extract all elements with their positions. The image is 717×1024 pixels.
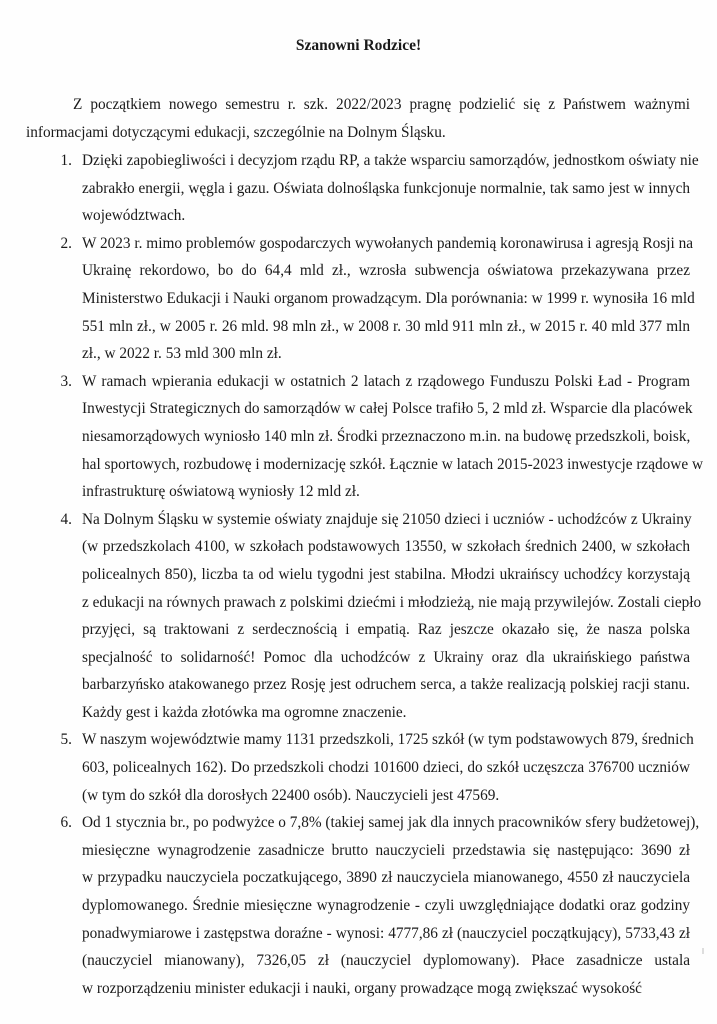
- text-line: Każdy gest i każda złotówka ma ogromne znaczenie.: [82, 703, 407, 721]
- list-item-3: [0, 368, 717, 506]
- list-number: 2.: [60, 234, 72, 252]
- list-number: 4.: [60, 510, 72, 528]
- list-number: 3.: [60, 372, 72, 390]
- text-line: (nauczyciel mianowany), 7326,05 zł (nauczyciel dyplomowany). Płace zasadnicze ustala: [82, 952, 690, 970]
- text-line: Ministerstwo Edukacji i Nauki organom prowadzącym. Dla porównania: w 1999 r. wynosiła 16 mld: [82, 289, 695, 307]
- intro-paragraph: [26, 91, 690, 146]
- text-line: Na Dolnym Śląsku w systemie oświaty znajduje się 21050 dzieci i uczniów - uchodźców z Ukrainy: [82, 510, 692, 528]
- text-line: Od 1 stycznia br., po podwyżce o 7,8% (takiej samej jak dla innych pracowników sfery budżetowej),: [82, 814, 700, 832]
- text-line: (w przedszkolach 4100, w szkołach podstawowych 13550, w szkołach średnich 2400, w szkołach: [82, 538, 690, 556]
- list-number: 1.: [60, 152, 72, 169]
- list-item-text: [82, 726, 694, 809]
- text-line: w przypadku nauczyciela poczatkującego, 3890 zł nauczyciela mianowanego, 4550 zł nauczyciela: [82, 869, 690, 887]
- text-line: W 2023 r. mimo problemów gospodarczych wywołanych pandemią koronawirusa i agresją Rosji na: [82, 234, 694, 252]
- text-line: (w tym do szkół dla dorosłych 22400 osób). Nauczycieli jest 47569.: [82, 786, 500, 804]
- list-item-text: [82, 809, 700, 1002]
- text-line: Dzięki zapobiegliwości i decyzjom rządu RP, a także wsparciu samorządów, jednostkom oświaty nie: [82, 152, 699, 169]
- text-line: zabrakło energii, węgla i gazu. Oświata dolnośląska funkcjonuje normalnie, tak samo jest w innych: [82, 179, 691, 197]
- list-item-text: [82, 506, 702, 727]
- text-line: policealnych 850), liczba ta od wielu tygodni jest stabilna. Młodzi ukraińscy uchodźcy korzystają: [82, 565, 690, 583]
- intro-line: informacjami dotyczącymi edukacji, szczególnie na Dolnym Śląsku.: [26, 123, 446, 141]
- list-item-5: [0, 726, 717, 809]
- text-line: specjalność to solidarność! Pomoc dla uchodźców z Ukrainy oraz dla ukraińskiego państwa: [82, 648, 690, 666]
- list-item-2: [0, 230, 717, 368]
- list-item-6: [0, 809, 717, 1002]
- text-line: niesamorządowych wyniosło 140 mln zł. Środki przeznaczono m.in. na budowę przedszkoli, boisk,: [82, 427, 691, 445]
- letter-title: Szanowni Rodzice!: [295, 37, 422, 54]
- text-line: zł., w 2022 r. 53 mld 300 mln zł.: [82, 345, 282, 363]
- list-number: 6.: [60, 814, 72, 832]
- text-line: przyjęci, są traktowani z serdecznością i empatią. Raz jeszcze okazało się, że nasza polska: [82, 621, 690, 639]
- intro-line: Z początkiem nowego semestru r. szk. 2022/2023 pragnę podzielić się z Państwem ważnymi: [73, 96, 690, 113]
- list-item-1: [0, 147, 717, 230]
- text-line: w rozporządzeniu minister edukacji i nauki, organy prowadzące mogą zwiększać wysokość: [82, 979, 642, 997]
- list-number: 5.: [60, 731, 72, 749]
- text-line: ponadwymiarowe i zastępstwa doraźne - wynosi: 4777,86 zł (nauczyciel początkujący), 5733,43 zł: [82, 924, 690, 942]
- text-line: W naszym województwie mamy 1131 przedszkoli, 1725 szkół (w tym podstawowych 879, średnich: [82, 731, 694, 749]
- text-line: 551 mln zł., w 2005 r. 26 mld. 98 mln zł., w 2008 r. 30 mld 911 mln zł., w 2015 r. 40 mld 377 mln: [82, 317, 690, 335]
- text-line: Ukrainę rekordowo, bo do 64,4 mld zł., wzrosła subwencja oświatowa przekazywana przez: [82, 262, 690, 280]
- list-item-text: [82, 368, 704, 506]
- text-line: z edukacji na równych prawach z polskimi dziećmi i młodzieżą, nie mają przywilejów. Zostali ciepło: [82, 593, 702, 611]
- list-item-text: [82, 230, 695, 368]
- list-item-4: [0, 506, 717, 727]
- scan-artifact: [702, 948, 704, 954]
- text-line: hal sportowych, rozbudowę i modernizację szkół. Łącznie w latach 2015-2023 inwestycje rządowe w: [82, 455, 704, 473]
- numbered-list: [0, 147, 717, 1002]
- text-line: województwach.: [82, 207, 186, 225]
- text-line: infrastrukturę oświatową wyniosły 12 mld zł.: [82, 483, 360, 501]
- text-line: miesięczne wynagrodzenie zasadnicze brutto nauczycieli przedstawia się następująco: 3690 zł: [82, 841, 690, 859]
- text-line: Inwestycji Strategicznych do samorządów w całej Polsce trafiło 5, 2 mld zł. Wsparcie dla placówek: [82, 400, 693, 418]
- text-line: dyplomowanego. Średnie miesięczne wynagrodzenie - czyli uwzględniające dodatki oraz godziny: [82, 897, 690, 915]
- text-line: W ramach wpierania edukacji w ostatnich 2 latach z rządowego Funduszu Polski Ład - Program: [82, 372, 690, 390]
- list-item-text: [82, 147, 699, 230]
- text-line: barbarzyńsko atakowanego przez Rosję jest odruchem serca, a także realizacją polskiej racji stanu.: [82, 676, 690, 694]
- text-line: 603, policealnych 162). Do przedszkoli chodzi 101600 dzieci, do szkół uczęszcza 376700 uczniów: [82, 759, 690, 777]
